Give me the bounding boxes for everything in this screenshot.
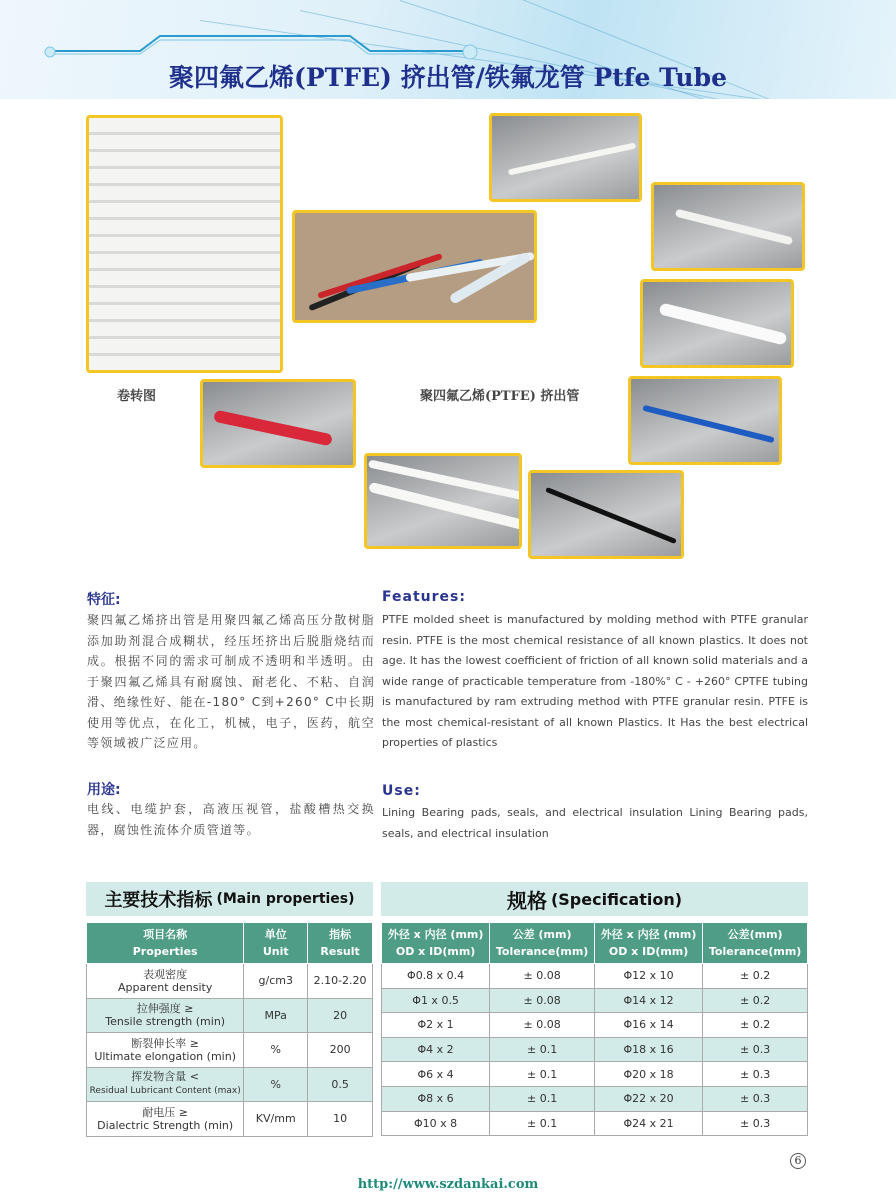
properties-title-en: (Main properties) xyxy=(216,891,355,907)
table-cell: ± 0.2 xyxy=(703,964,808,989)
features-heading-en: Features: xyxy=(382,589,466,605)
table-cell: ± 0.2 xyxy=(703,988,808,1013)
photo-tube-black xyxy=(528,470,684,559)
table-cell: ± 0.1 xyxy=(490,1111,595,1136)
table-cell: Φ8 x 6 xyxy=(382,1086,490,1111)
table-cell: ± 0.2 xyxy=(703,1013,808,1038)
table-cell: ± 0.1 xyxy=(490,1086,595,1111)
page-number: 6 xyxy=(790,1153,806,1169)
photo-tube-coils xyxy=(86,115,283,373)
table-row xyxy=(382,1037,808,1062)
spec-title-cn: 规格 xyxy=(506,888,547,913)
photo-tubes-white xyxy=(364,453,522,549)
table-row: 挥发物含量 < Residual Lubricant Content (max) % 0.5 xyxy=(87,1067,373,1102)
table-cell: ± 0.3 xyxy=(703,1037,808,1062)
photo-tube-blue xyxy=(628,376,782,465)
table-cell: ± 0.1 xyxy=(490,1062,595,1087)
table-cell: Φ24 x 21 xyxy=(594,1111,702,1136)
table-cell: Φ20 x 18 xyxy=(594,1062,702,1087)
table-cell: ± 0.3 xyxy=(703,1086,808,1111)
table-row: 断裂伸长率 ≥ Ultimate elongation (min) % 200 xyxy=(87,1033,373,1068)
table-cell: Φ6 x 4 xyxy=(382,1062,490,1087)
table-cell: Φ18 x 16 xyxy=(594,1037,702,1062)
use-heading-en: Use: xyxy=(382,783,421,799)
use-heading-cn: 用途: xyxy=(87,782,121,798)
caption-coil: 卷转图 xyxy=(117,389,157,404)
table-row xyxy=(382,1086,808,1111)
photo-tube-1 xyxy=(489,113,642,202)
page-title: 聚四氟乙烯(PTFE) 挤出管/铁氟龙管 Ptfe Tube xyxy=(169,63,727,92)
table-cell: ± 0.08 xyxy=(490,1013,595,1038)
spec-title xyxy=(381,882,808,916)
features-text-cn: 聚四氟乙烯挤出管是用聚四氟乙烯高压分散树脂添加助剂混合成糊状，经压坯挤出后脱脂烧结而成。根据不同的需求可制成不透明和半透明。由于聚四氟乙烯具有耐腐蚀、耐老化、不粘、自润滑、绝缘性好、能在-180° C到+260° C中长期使用等优点，在化工，机械，电子，医药，航空等领域被广泛应用。 xyxy=(87,613,375,750)
table-cell: Φ1 x 0.5 xyxy=(382,988,490,1013)
table-cell: ± 0.3 xyxy=(703,1111,808,1136)
features-heading-cn: 特征: xyxy=(87,592,121,608)
features-text-en: PTFE molded sheet is manufactured by molding method with PTFE granular resin. PTFE is the most chemical resistance of all known plastics. It does not age. It has the lowest coefficient of friction of all known solid materials and a wide range of practicable temperature from -180%° C - +260° CPTFE tubing is manufactured by ram extruding method with PTFE granular resin. PTFE is the most chemical-resistant of all known Plastics. It Has the best electrical properties of plastics xyxy=(382,613,808,749)
website-url: http://www.szdankai.com xyxy=(357,1177,539,1192)
properties-title xyxy=(86,882,373,916)
photo-tube-red xyxy=(200,379,356,468)
photo-tube-2 xyxy=(651,182,805,271)
table-cell: Φ14 x 12 xyxy=(594,988,702,1013)
table-row: 拉伸强度 ≥ Tensile strength (min) MPa 20 xyxy=(87,998,373,1033)
table-cell: ± 0.3 xyxy=(703,1062,808,1087)
table-cell: Φ2 x 1 xyxy=(382,1013,490,1038)
table-cell: Φ4 x 2 xyxy=(382,1037,490,1062)
table-header-row: 外径 x 内径 (mm) OD x ID(mm) 公差 (mm) Tolerance(mm) 外径 x 内径 (mm) OD x ID(mm) 公差(mm) Tolerance(mm) xyxy=(382,923,808,964)
table-cell: Φ0.8 x 0.4 xyxy=(382,964,490,989)
table-row xyxy=(382,1062,808,1087)
table-header-row: 项目名称 Properties 单位 Unit 指标 Result xyxy=(87,923,373,964)
table-cell: Φ16 x 14 xyxy=(594,1013,702,1038)
spec-table xyxy=(381,922,808,1136)
use-text-cn: 电线、电缆护套，高液压视管，盐酸槽热交换器，腐蚀性流体介质管道等。 xyxy=(87,802,375,837)
caption-tube: 聚四氟乙烯(PTFE) 挤出管 xyxy=(420,389,580,404)
photo-tube-3 xyxy=(640,279,794,368)
table-cell: Φ10 x 8 xyxy=(382,1111,490,1136)
table-cell: Φ22 x 20 xyxy=(594,1086,702,1111)
table-row xyxy=(382,988,808,1013)
table-cell: Φ12 x 10 xyxy=(594,964,702,989)
table-cell: ± 0.08 xyxy=(490,964,595,989)
spec-title-en: (Specification) xyxy=(550,889,683,909)
table-row: 耐电压 ≥ Dialectric Strength (min) KV/mm 10 xyxy=(87,1102,373,1137)
photo-colored-tubes xyxy=(292,210,537,323)
table-row xyxy=(382,1111,808,1136)
table-cell: ± 0.1 xyxy=(490,1037,595,1062)
table-row xyxy=(382,964,808,989)
table-row xyxy=(382,1013,808,1038)
table-row: 表观密度 Apparent density g/cm3 2.10-2.20 xyxy=(87,964,373,999)
properties-table xyxy=(86,922,373,1137)
table-cell: ± 0.08 xyxy=(490,988,595,1013)
properties-title-cn: 主要技术指标 xyxy=(104,890,213,911)
use-text-en: Lining Bearing pads, seals, and electrical insulation Lining Bearing pads, seals, and electrical insulation xyxy=(382,806,808,840)
